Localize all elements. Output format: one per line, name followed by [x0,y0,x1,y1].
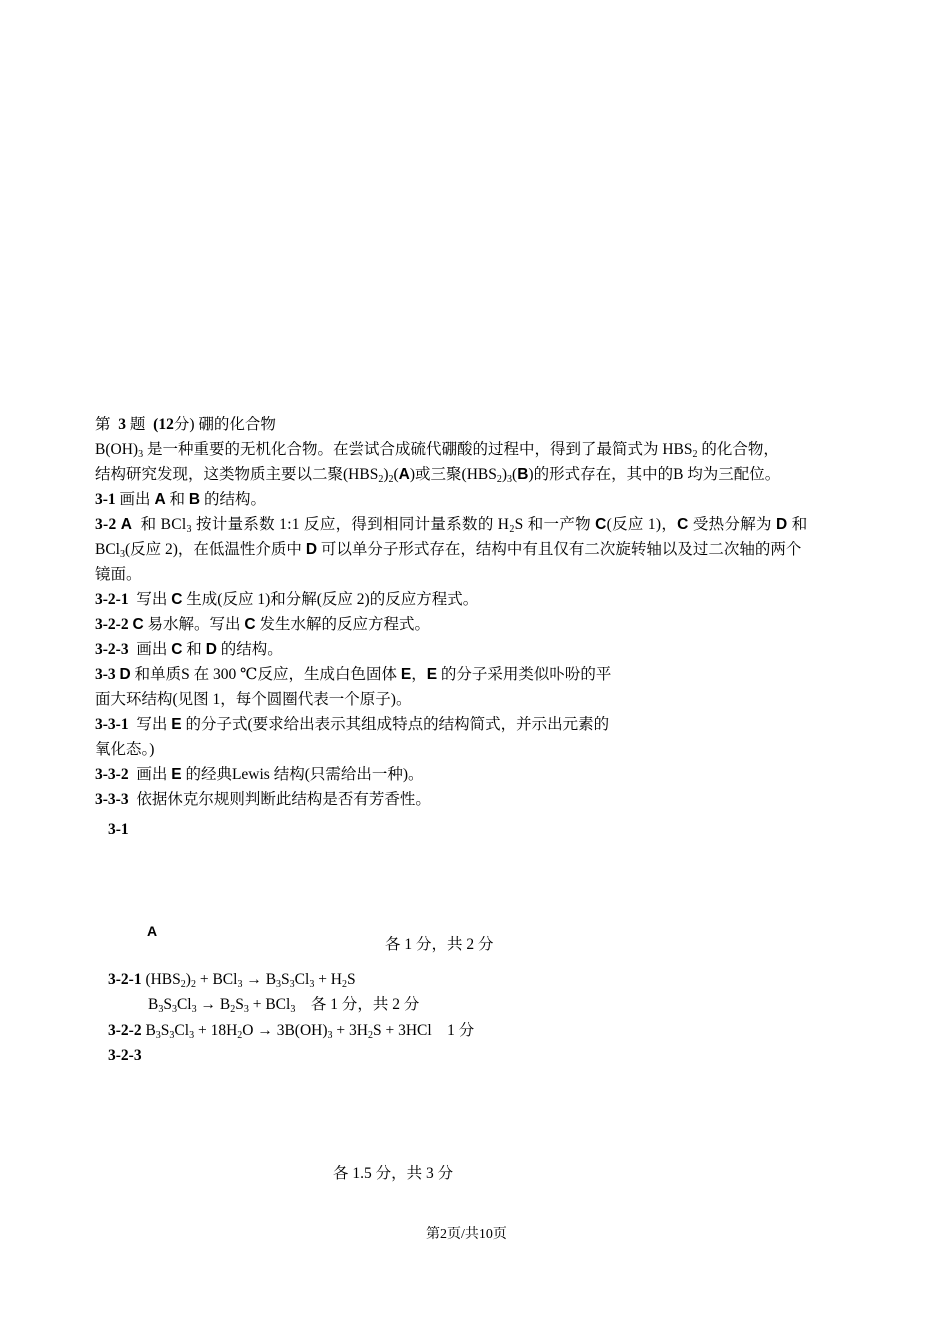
answer-3-2-3-label: 3-2-3 [108,1047,142,1064]
question-3-2-2: 3-2-2 C 易水解。写出 C 发生水解的反应方程式。 [95,616,431,633]
question-3-3-1: 3-3-1 写出 E 的分子式(要求给出表示其组成特点的结构简式，并示出元素的 [95,716,610,733]
question-3-3-line-2: 面大环结构(见图 1，每个圆圈代表一个原子)。 [95,691,412,708]
question-3-2-1: 3-2-1 写出 C 生成(反应 1)和分解(反应 2)的反应方程式。 [95,591,479,608]
question-3-3-2: 3-3-2 画出 E 的经典Lewis 结构(只需给出一种)。 [95,766,424,783]
question-title: 第 3 题 (12分) 硼的化合物 [95,416,276,433]
question-3-1: 3-1 画出 A 和 B 的结构。 [95,491,266,508]
question-3-3: 3-3 D 和单质S 在 300 ℃反应，生成白色固体 E，E 的分子采用类似卟吩的平 [95,666,612,683]
answer-3-2-1-eq1: 3-2-1 $(HBS_2)_2 + BCl_3 \to B_3S_3Cl_3 + H_2S$ [108,971,356,990]
answer-3-1-score: 各 1 分，共 2 分 [385,936,494,953]
question-3-2-line-3: 镜面。 [95,566,142,583]
question-3-2-3: 3-2-3 画出 C 和 D 的结构。 [95,641,283,658]
page-footer: 第2页/共10页 [426,1227,507,1242]
intro-line-1: $B(OH)_3$ 是一种重要的无机化合物。在尝试合成硫代硼酸的过程中，得到了最简式为 $HBS_2$ 的化合物， [95,441,779,460]
answer-3-2-2-eq: 3-2-2 $B_3S_3Cl_3 + 18H_2O \to 3B(OH)_3 + 3H_2S + 3HCl$ 1 分 [108,1022,475,1041]
answer-3-2-3-score: 各 1.5 分，共 3 分 [333,1165,454,1182]
intro-line-2: 结构研究发现，这类物质主要以二聚$(HBS_2)_2(A)$或三聚$(HBS_2)_3(B)$的形式存在，其中的B 均为三配位。 [95,466,781,485]
question-3-3-1-line-2: 氧化态。) [95,741,155,758]
question-3-2: 3-2 A 和 BCl$_3$ 按计量系数 1:1 反应，得到相同计量系数的 $H_2S$ 和一产物 C(反应 1)，C 受热分解为 D 和 [95,516,808,535]
answer-label-a: A [147,923,158,939]
question-3-2-line-2: BCl$_3$(反应 2)，在低温性介质中 D 可以单分子形式存在，结构中有且仅有二次旋转轴以及过二次轴的两个 [95,541,802,560]
answer-3-2-1-eq2: $B_3S_3Cl_3 \to B_2S_3 + BCl_3$ 各 1 分，共 2 分 [148,996,420,1015]
answer-3-1-label: 3-1 [108,821,129,838]
question-3-3-3: 3-3-3 依据休克尔规则判断此结构是否有芳香性。 [95,791,431,808]
